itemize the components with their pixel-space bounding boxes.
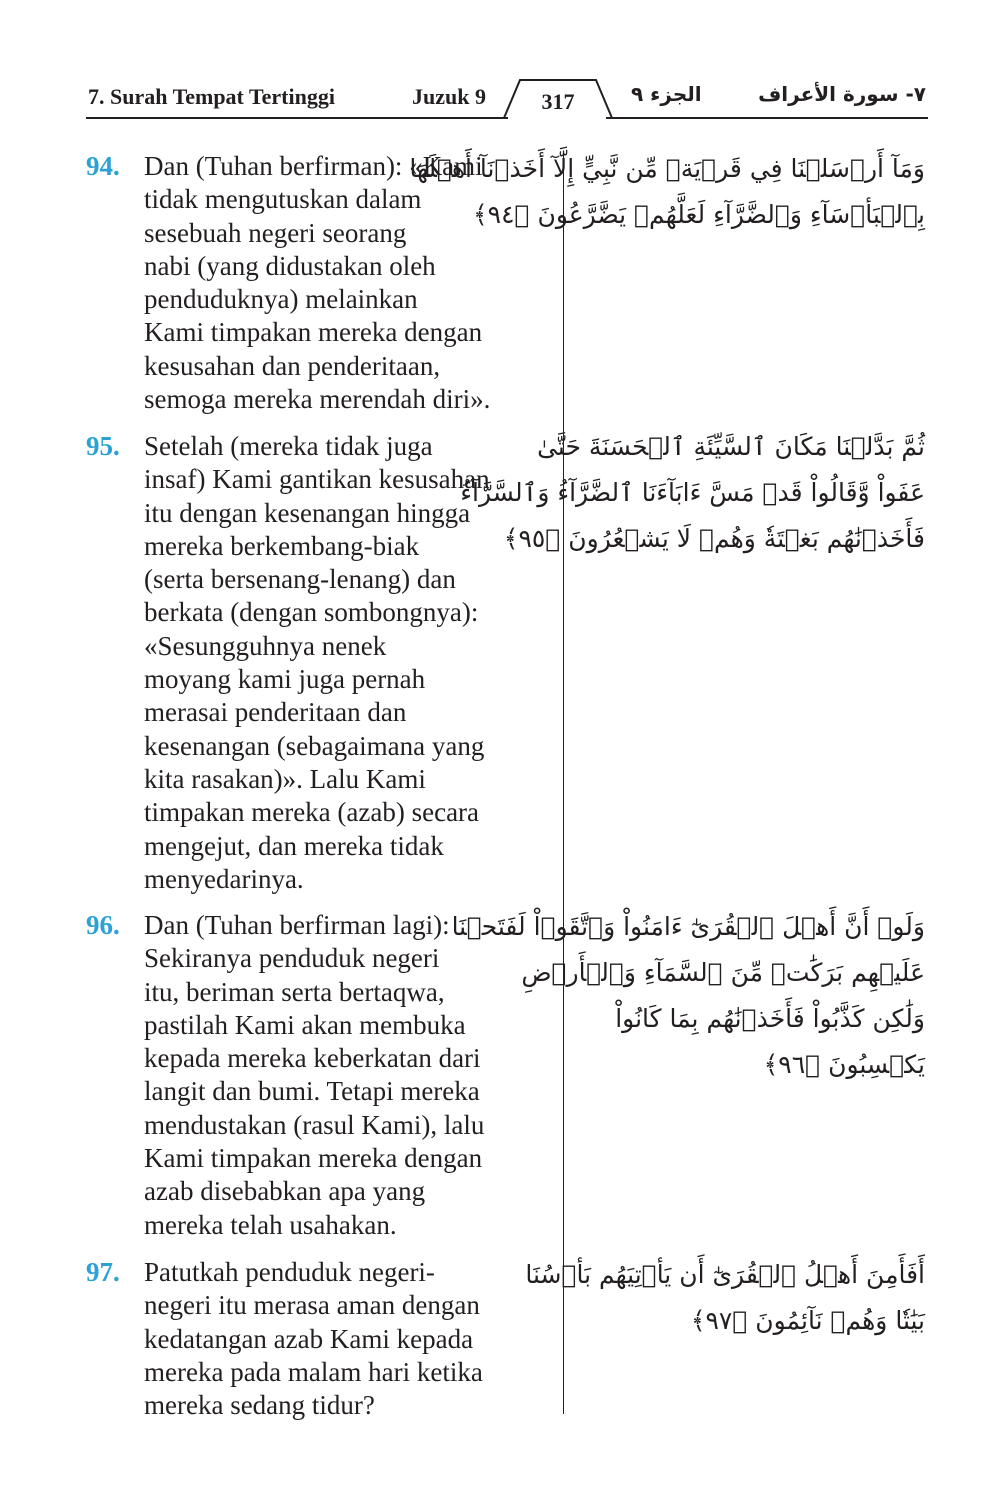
surah-title: 7. Surah Tempat Tertinggi (88, 84, 335, 109)
arabic-line: وَلَوۡ أَنَّ أَهۡلَ ٱلۡقُرَىٰٓ ءَامَنُواْ وَٱتَّقَوۡاْ لَفَتَحۡنَا (451, 912, 925, 941)
header-rule-right (606, 117, 928, 119)
page-header (86, 78, 928, 128)
column-divider (563, 154, 564, 1414)
verse-text: Dan (Tuhan berfirman lagi): Sekiranya penduduk negeri itu, beriman serta bertaqwa, pastilah Kami akan membuka kepada mereka keberkatan dari langit dan bumi. Tetapi mereka mendustakan (rasul Kami), lalu Kami timpakan mereka dengan azab disebabkan apa yang mereka telah usahakan. (144, 910, 485, 1240)
arabic-surah-title: ٧- سورة الأعراف (758, 82, 926, 106)
verse-96-translation (86, 909, 556, 1242)
verse-text: Dan (Tuhan berfirman): «Kami tidak mengutuskan dalam sesebuah negeri seorang nabi (yang didustakan oleh penduduknya) melainkan Kami timpakan mereka dengan kesusahan dan penderitaan, semoga mereka merendah diri». (144, 151, 491, 415)
verse-97-translation (86, 1256, 556, 1422)
arabic-line: عَفَواْ وَّقَالُواْ قَدۡ مَسَّ ءَابَآءَنَا ٱلضَّرَّآءُ وَٱلسَّرَّآءُ (460, 478, 925, 507)
arabic-line: يَكۡسِبُونَ ﴿٩٦﴾ (763, 1050, 925, 1079)
arabic-line: بَيَٰتٗا وَهُمۡ نَآئِمُونَ ﴿٩٧﴾ (690, 1306, 925, 1335)
verse-text: Patutkah penduduk negeri- negeri itu merasa aman dengan kedatangan azab Kami kepada mereka pada malam hari ketika mereka sedang tidur? (144, 1257, 483, 1421)
juz-label: Juzuk 9 (412, 84, 486, 109)
verse-94-arabic (409, 146, 925, 238)
verse-number: 95. (86, 431, 120, 461)
arabic-line: وَمَآ أَرۡسَلۡنَا فِي قَرۡيَةٖ مِّن نَّبِيٍّ إِلَّآ أَخَذۡنَآ أَهۡلَهَا (409, 154, 925, 183)
verse-number: 96. (86, 910, 120, 940)
arabic-line: وَلَٰكِن كَذَّبُواْ فَأَخَذۡنَٰهُم بِمَا كَانُواْ (615, 1004, 925, 1033)
verse-number: 97. (86, 1257, 120, 1287)
verse-95-arabic (460, 424, 925, 562)
arabic-line: ثُمَّ بَدَّلۡنَا مَكَانَ ٱلسَّيِّئَةِ ٱلۡحَسَنَةَ حَتَّىٰ (537, 432, 925, 461)
page-number: 317 (541, 89, 575, 114)
arabic-line: بِٱلۡبَأۡسَآءِ وَٱلضَّرَّآءِ لَعَلَّهُمۡ يَضَّرَّعُونَ ﴿٩٤﴾ (473, 200, 925, 229)
verse-96-arabic (451, 904, 925, 1088)
header-rule-left (86, 117, 508, 119)
verse-number: 94. (86, 151, 120, 181)
arabic-line: أَفَأَمِنَ أَهۡلُ ٱلۡقُرَىٰٓ أَن يَأۡتِيَهُم بَأۡسُنَا (525, 1260, 925, 1289)
arabic-juz-label: الجزء ٩ (631, 82, 702, 106)
verse-text: Setelah (mereka tidak juga insaf) Kami gantikan kesusahan itu dengan kesenangan hingga mereka berkembang-biak (serta bersenang-lenang) dan berkata (dengan sombongnya): «Sesungguhnya nenek moyang kami juga pernah merasai penderitaan dan kesenangan (sebagaimana yang kita rasakan)». Lalu Kami timpakan mereka (azab) secara mengejut, dan mereka tidak menyedarinya. (144, 431, 490, 894)
verse-97-arabic (525, 1252, 925, 1344)
arabic-line: عَلَيۡهِم بَرَكَٰتٖ مِّنَ ٱلسَّمَآءِ وَٱلۡأَرۡضِ (521, 958, 925, 987)
arabic-line: فَأَخَذۡنَٰهُم بَغۡتَةٗ وَهُمۡ لَا يَشۡعُرُونَ ﴿٩٥﴾ (503, 524, 925, 553)
